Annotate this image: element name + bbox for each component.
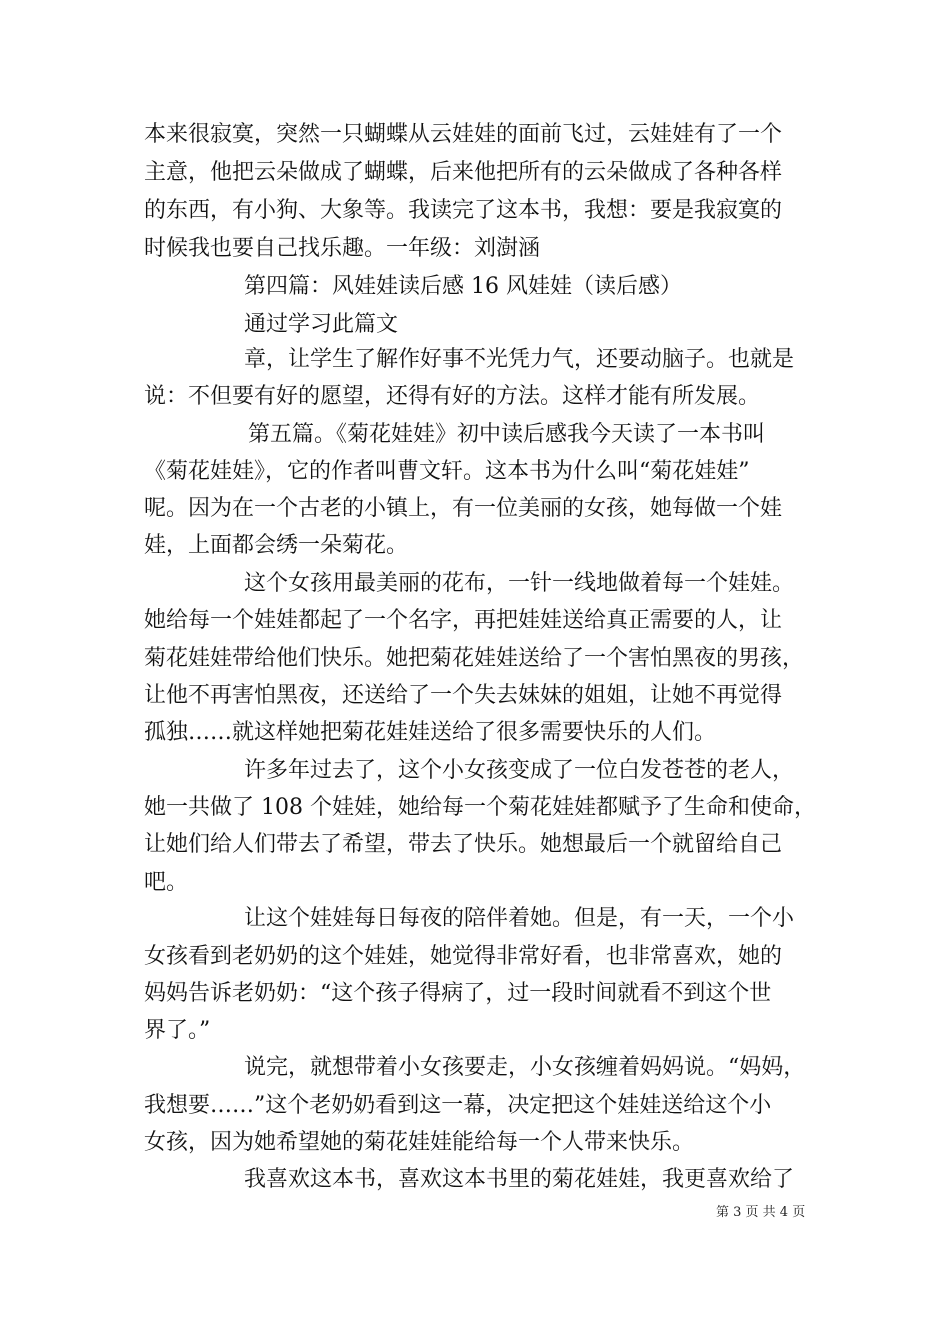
text-line: 《菊花娃娃》，它的作者叫曹文轩。这本书为什么叫“菊花娃娃” xyxy=(144,459,750,484)
text-line: 时候我也要自己找乐趣。一年级：刘澍涵 xyxy=(144,236,541,261)
text-line: 让她们给人们带去了希望，带去了快乐。她想最后一个就留给自己 xyxy=(144,832,783,857)
text-line: 这个女孩用最美丽的花布，一针一线地做着每一个娃娃。 xyxy=(244,571,795,596)
text-line: 说完，就想带着小女孩要走，小女孩缠着妈妈说。“妈妈， xyxy=(244,1055,806,1080)
text-line: 许多年过去了，这个小女孩变成了一位白发苍苍的老人， xyxy=(244,758,795,783)
text-line: 本来很寂寞，突然一只蝴蝶从云娃娃的面前飞过，云娃娃有了一个 xyxy=(144,122,783,147)
text-line: 主意，他把云朵做成了蝴蝶，后来他把所有的云朵做成了各种各样 xyxy=(144,160,783,185)
text-line: 我想要……”这个老奶奶看到这一幕，决定把这个娃娃送给这个小 xyxy=(144,1093,772,1118)
text-line: 说：不但要有好的愿望，还得有好的方法。这样才能有所发展。 xyxy=(144,384,761,409)
text-line: 娃，上面都会绣一朵菊花。 xyxy=(144,533,409,558)
section-heading: 第五篇。《菊花娃娃》初中读后感我今天读了一本书叫 xyxy=(248,422,766,447)
text-line: 女孩，因为她希望她的菊花娃娃能给每一个人带来快乐。 xyxy=(144,1130,695,1155)
text-line: 呢。因为在一个古老的小镇上，有一位美丽的女孩，她每做一个娃 xyxy=(144,496,783,521)
text-line: 女孩看到老奶奶的这个娃娃，她觉得非常好看，也非常喜欢，她的 xyxy=(144,944,783,969)
text-line: 吧。 xyxy=(144,870,189,895)
text-line: 章，让学生了解作好事不光凭力气，还要动脑子。也就是 xyxy=(244,347,795,372)
text-line: 的东西，有小狗、大象等。我读完了这本书，我想：要是我寂寞的 xyxy=(144,198,783,223)
page-number-footer: 第 3 页 共 4 页 xyxy=(716,1205,806,1220)
text-line: 她一共做了 108 个娃娃，她给每一个菊花娃娃都赋予了生命和使命， xyxy=(144,795,816,820)
text-line: 菊花娃娃带给他们快乐。她把菊花娃娃送给了一个害怕黑夜的男孩， xyxy=(144,646,805,671)
text-line: 孤独……就这样她把菊花娃娃送给了很多需要快乐的人们。 xyxy=(144,720,717,745)
text-line: 妈妈告诉老奶奶：“这个孩子得病了，过一段时间就看不到这个世 xyxy=(144,981,772,1006)
text-line: 她给每一个娃娃都起了一个名字，再把娃娃送给真正需要的人，让 xyxy=(144,608,783,633)
text-line: 我喜欢这本书，喜欢这本书里的菊花娃娃，我更喜欢给了 xyxy=(244,1167,795,1192)
text-line: 通过学习此篇文 xyxy=(244,312,399,337)
text-line: 让这个娃娃每日每夜的陪伴着她。但是，有一天，一个小 xyxy=(244,906,795,931)
text-line: 界了。” xyxy=(144,1018,211,1043)
text-line: 让他不再害怕黑夜，还送给了一个失去妹妹的姐姐，让她不再觉得 xyxy=(144,683,783,708)
section-heading: 第四篇：风娃娃读后感 16 风娃娃（读后感） xyxy=(244,274,682,299)
